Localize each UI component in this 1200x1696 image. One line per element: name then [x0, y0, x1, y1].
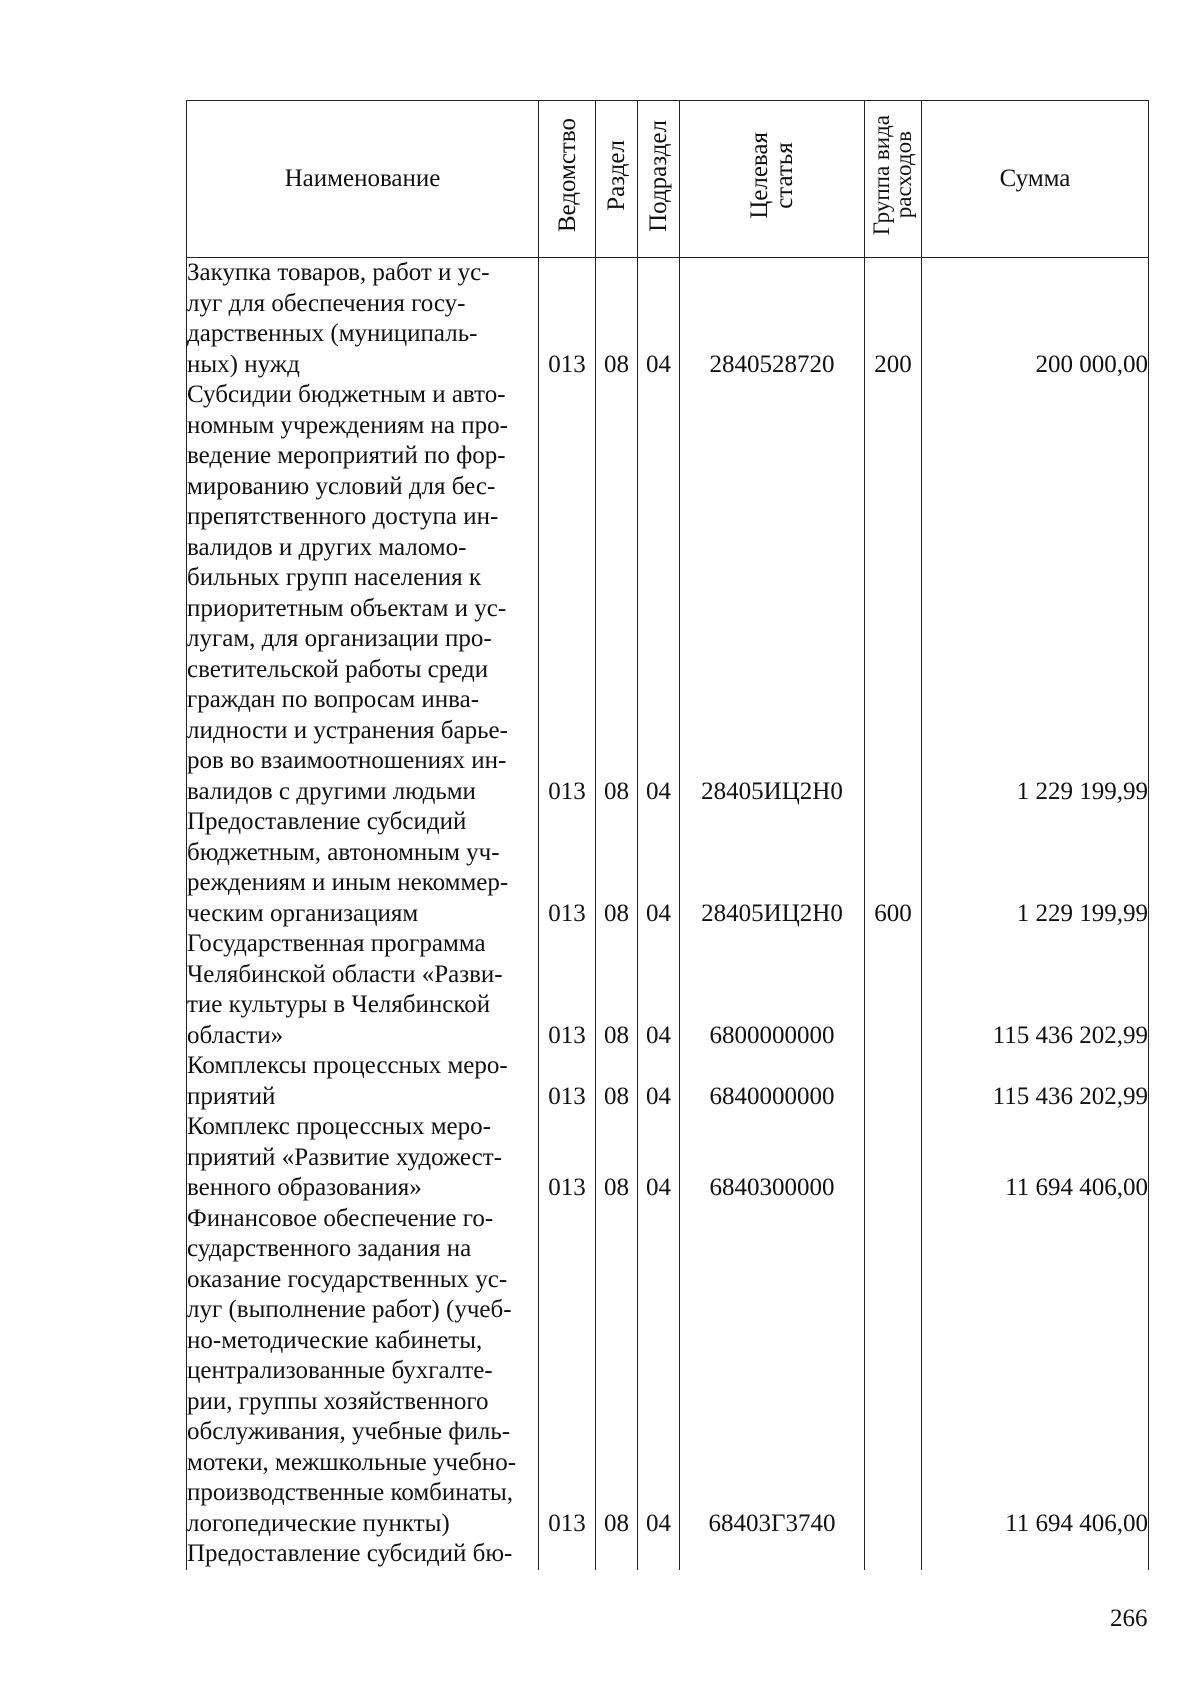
header-name: Наименование [187, 101, 539, 258]
row-subsection: 04 [638, 1112, 680, 1204]
table-row [187, 807, 1149, 929]
row-section: 08 [596, 807, 638, 929]
table-row [187, 1112, 1149, 1204]
row-expense-group [865, 929, 922, 1051]
table-row [187, 380, 1149, 807]
row-expense-group: 200 [865, 258, 922, 381]
row-expense-group [865, 1539, 922, 1570]
row-department: 013 [539, 1051, 596, 1112]
row-expense-group [865, 1204, 922, 1540]
row-department: 013 [539, 929, 596, 1051]
row-amount: 11 694 406,00 [922, 1112, 1149, 1204]
row-target: 6840000000 [680, 1051, 865, 1112]
table-row [187, 258, 1149, 381]
header-subsection: Подраздел [638, 101, 680, 258]
row-subsection: 04 [638, 929, 680, 1051]
row-section: 08 [596, 258, 638, 381]
row-target [680, 1539, 865, 1570]
row-department: 013 [539, 807, 596, 929]
row-section [596, 1539, 638, 1570]
row-amount: 115 436 202,99 [922, 1051, 1149, 1112]
row-name: Закупка товаров, работ и ус- луг для обеспечения госу- дарственных (муниципаль- ных) нужд [187, 258, 539, 381]
table-row [187, 1539, 1149, 1570]
row-section: 08 [596, 1204, 638, 1540]
header-section: Раздел [596, 101, 638, 258]
table-row [187, 1204, 1149, 1540]
row-target: 2840528720 [680, 258, 865, 381]
row-name: Предоставление субсидий бюджетным, автономным уч- реждениям и иным некоммер- ческим организациям [187, 807, 539, 929]
row-department: 013 [539, 258, 596, 381]
row-target: 68403Г3740 [680, 1204, 865, 1540]
row-amount: 1 229 199,99 [922, 380, 1149, 807]
row-expense-group [865, 1112, 922, 1204]
row-section: 08 [596, 929, 638, 1051]
row-target: 6840300000 [680, 1112, 865, 1204]
row-amount: 200 000,00 [922, 258, 1149, 381]
row-name: Комплексы процессных меро- приятий [187, 1051, 539, 1112]
row-department: 013 [539, 380, 596, 807]
row-subsection: 04 [638, 1204, 680, 1540]
header-amount: Сумма [922, 101, 1149, 258]
row-department [539, 1539, 596, 1570]
row-amount: 115 436 202,99 [922, 929, 1149, 1051]
row-subsection [638, 1539, 680, 1570]
row-name: Государственная программа Челябинской области «Разви- тие культуры в Челябинской области» [187, 929, 539, 1051]
header-target: Целевая статья [680, 101, 865, 258]
row-subsection: 04 [638, 258, 680, 381]
budget-table [186, 100, 1149, 1570]
row-department: 013 [539, 1112, 596, 1204]
header-department: Ведомство [539, 101, 596, 258]
row-name: Предоставление субсидий бю- [187, 1539, 539, 1570]
row-amount [922, 1539, 1149, 1570]
row-target: 6800000000 [680, 929, 865, 1051]
table-header-row [187, 101, 1149, 258]
row-subsection: 04 [638, 807, 680, 929]
row-subsection: 04 [638, 1051, 680, 1112]
row-amount: 1 229 199,99 [922, 807, 1149, 929]
row-name: Субсидии бюджетным и авто- номным учреждениям на про- ведение мероприятий по фор- мированию условий для бес- препятственного доступа ин- валидов и других маломо- бильных групп населения к приоритетным объектам и ус- лугам, для организации про- светительской работы среди граждан по вопросам инва- лидности и устранения барье- ров во взаимоотношениях ин- валидов с другими людьми [187, 380, 539, 807]
row-expense-group: 600 [865, 807, 922, 929]
row-department: 013 [539, 1204, 596, 1540]
row-target: 28405ИЦ2Н0 [680, 807, 865, 929]
table-row [187, 929, 1149, 1051]
row-amount: 11 694 406,00 [922, 1204, 1149, 1540]
row-section: 08 [596, 1112, 638, 1204]
page-number: 266 [1110, 1605, 1148, 1632]
row-name: Комплекс процессных меро- приятий «Развитие художест- венного образования» [187, 1112, 539, 1204]
row-target: 28405ИЦ2Н0 [680, 380, 865, 807]
row-section: 08 [596, 1051, 638, 1112]
row-subsection: 04 [638, 380, 680, 807]
row-section: 08 [596, 380, 638, 807]
table-row [187, 1051, 1149, 1112]
header-expense-group: Группа вида расходов [865, 101, 922, 258]
row-expense-group [865, 380, 922, 807]
row-name: Финансовое обеспечение го- сударственного задания на оказание государственных ус- луг (выполнение работ) (учеб- но-методические кабинеты, централизованные бухгалте- рии, группы хозяйственного обслуживания, учебные филь- мотеки, межшкольные учебно- производственные комбинаты, логопедические пункты) [187, 1204, 539, 1540]
row-expense-group [865, 1051, 922, 1112]
